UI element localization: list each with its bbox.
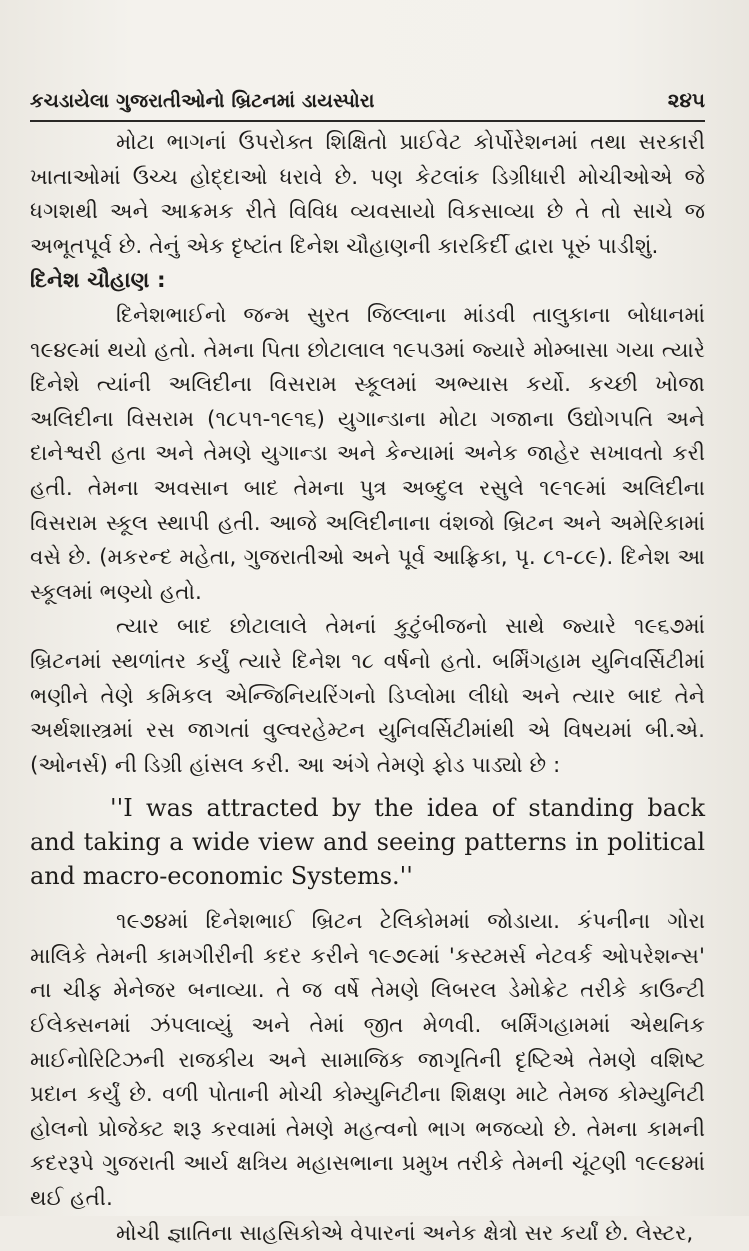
paragraph-career: ૧૯૭૪માં દિનેશભાઈ બ્રિટન ટેલિકોમમાં જોડાયા. કંપનીના ગોરા માલિકે તેમની કામગીરીની કદર કરીને ૧૯૭૯માં 'કસ્ટમર્સ નેટવર્ક ઓપરેશન્સ' ના ચીફ મેનેજર બનાવ્યા. તે જ વર્ષે તેમણે લિબરલ ડેમોક્રેટ તરીકે કાઉન્ટી ઈલેક્સનમાં ઝંપલાવ્યું અને તેમાં જીત મેળવી. બર્મિંગહામમાં એથનિક માઈનોરિટિઝની રાજકીય અને સામાજિક જાગૃતિની દૃષ્ટિએ તેમણે વશિષ્ટ પ્રદાન કર્યું છે. વળી પોતાની મોચી કોમ્યુનિટીના શિક્ષણ માટે તેમજ કોમ્યુનિટી હોલનો પ્રોજેક્ટ શરૂ કરવામાં તેમણે મહત્વનો ભાગ ભજવ્યો છે. તેમના કામની કદરરૂપે ગુજરાતી આર્ય ક્ષત્રિય મહાસભાના પ્રમુખ તરીકે તેમની ચૂંટણી ૧૯૯૪માં થઈ હતી.: [30, 909, 705, 1212]
paragraph-birth: દિનેશભાઈનો જન્મ સુરત જિલ્લાના માંડવી તાલુકાના બોધાનમાં ૧૯૪૯માં થયો હતો. તેમના પિતા છોટાલાલ ૧૯૫૩માં જ્યારે મોમ્બાસા ગયા ત્યારે દિનેશે ત્યાંની અલિદીના વિસરામ સ્કૂલમાં અભ્યાસ કર્યો. કચ્છી ખોજા અલિદીના વિસરામ (૧૮૫૧-૧૯૧૬) યુગાન્ડાના મોટા ગજાના ઉદ્યોગપતિ અને દાનેશ્વરી હતા અને તેમણે યુગાન્ડા અને કેન્યામાં અનેક જાહેર સખાવતો કરી હતી. તેમના અવસાન બાદ તેમના પુત્ર અબ્દુલ રસુલે ૧૯૧૯માં અલિદીના વિસરામ સ્કૂલ સ્થાપી હતી. આજે અલિદીનાના વંશજો બ્રિટન અને અમેરિકામાં વસે છે. (મકરન્દ મહેતા, ગુજરાતીઓ અને પૂર્વ આફ્રિકા, પૃ. ૮૧-૮૯). દિનેશ આ સ્કૂલમાં ભણ્યો હતો.: [30, 302, 705, 605]
running-header: [30, 88, 705, 122]
page-number: ૨૪૫: [667, 88, 705, 112]
paragraph-education: ત્યાર બાદ છોટાલાલે તેમનાં કુટુંબીજનો સાથે જ્યારે ૧૯૬૭માં બ્રિટનમાં સ્થળાંતર કર્યું ત્યારે દિનેશ ૧૮ વર્ષનો હતો. બર્મિંગહામ યુનિવર્સિટીમાં ભણીને તેણે કમિકલ એન્જિનિયરિંગનો ડિપ્લોમા લીધો અને ત્યાર બાદ તેને અર્થશાસ્ત્રમાં રસ જાગતાં વુલ્વરહેમ્ટન યુનિવર્સિટીમાંથી એ વિષયમાં બી.એ. (ઓનર્સ) ની ડિગ્રી હાંસલ કરી. આ અંગે તેમણે ફોડ પાડ્યો છે :: [30, 614, 705, 778]
section-heading: દિનેશ ચૌહાણ :: [30, 268, 166, 294]
english-quote: ''I was attracted by the idea of standing back and taking a wide view and seeing patterns in political and macro-economic Systems.'': [30, 794, 705, 891]
page-body: [30, 126, 705, 1251]
paragraph-intro: મોટા ભાગનાં ઉપરોક્ત શિક્ષિતો પ્રાઈવેટ કોર્પોરેશનમાં તથા સરકારી ખાતાઓમાં ઉચ્ચ હોદ્દાઓ ધરાવે છે. પણ કેટલાંક ડિગ્રીધારી મોચીઓએ જે ધગશથી અને આક્રમક રીતે વિવિધ વ્યવસાયો વિકસાવ્યા છે તે તો સાચે જ અભૂતપૂર્વ છે. તેનું એક દૃષ્ટાંત દિનેશ ચૌહાણની કારકિર્દી દ્વારા પૂરું પાડીશું.: [30, 130, 705, 259]
paragraph-closing: મોચી જ્ઞાતિના સાહસિકોએ વેપારનાં અનેક ક્ષેત્રો સર કર્યાં છે. લેસ્ટર,: [116, 1220, 694, 1246]
running-title: કચડાયેલા ગુજરાતીઓનો બ્રિટનમાં ડાયસ્પોરા: [30, 90, 375, 112]
